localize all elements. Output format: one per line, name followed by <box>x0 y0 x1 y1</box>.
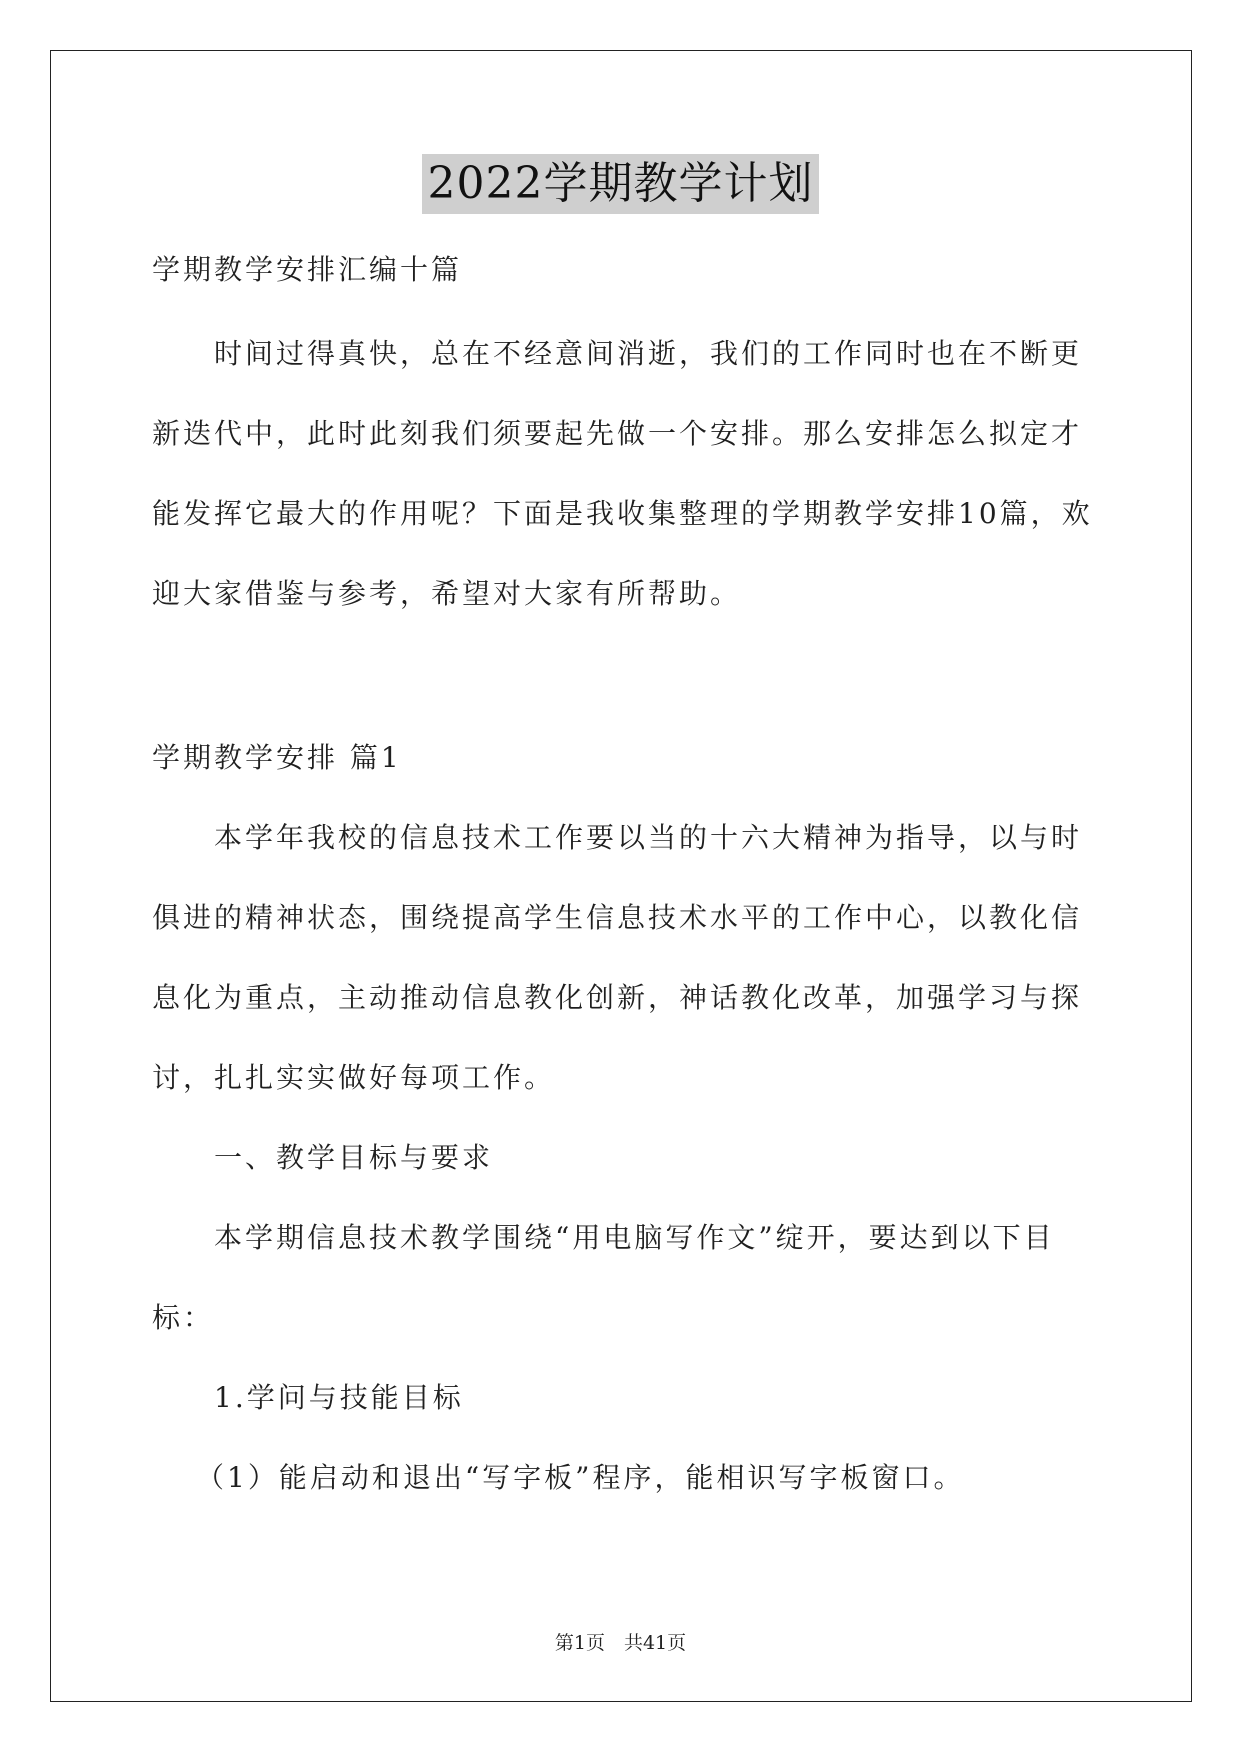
subtitle-line: 学期教学安排汇编十篇 <box>152 253 463 286</box>
paragraph-line: 俱进的精神状态，围绕提高学生信息技术水平的工作中心，以教化信 <box>152 901 1083 934</box>
paragraph-line: 本学年我校的信息技术工作要以当的十六大精神为指导，以与时 <box>214 821 1083 854</box>
list-heading: 1.学问与技能目标 <box>214 1381 464 1414</box>
paragraph-line: 本学期信息技术教学围绕“用电脑写作文”绽开，要达到以下目 <box>214 1221 1055 1254</box>
paragraph-line: 息化为重点，主动推动信息教化创新，神话教化改革，加强学习与探 <box>152 981 1083 1014</box>
paragraph-line: 时间过得真快，总在不经意间消逝，我们的工作同时也在不断更 <box>214 337 1083 370</box>
page-border <box>50 50 1192 1702</box>
paragraph-line: 新迭代中，此时此刻我们须要起先做一个安排。那么安排怎么拟定才 <box>152 417 1083 450</box>
paragraph-line: 迎大家借鉴与参考，希望对大家有所帮助。 <box>152 577 742 610</box>
paragraph-line: 讨，扎扎实实做好每项工作。 <box>152 1061 556 1094</box>
title-wrap <box>0 154 1241 214</box>
section-heading: 学期教学安排 篇1 <box>152 741 402 774</box>
paragraph-line: 标： <box>152 1301 215 1334</box>
paragraph-line: 能发挥它最大的作用呢？下面是我收集整理的学期教学安排10篇，欢 <box>152 497 1093 530</box>
document-title: 2022学期教学计划 <box>422 154 820 214</box>
page-footer: 第1页 共41页 <box>554 1632 687 1654</box>
subsection-heading: 一、教学目标与要求 <box>214 1141 494 1174</box>
list-item: （1）能启动和退出“写字板”程序，能相识写字板窗口。 <box>196 1461 965 1494</box>
